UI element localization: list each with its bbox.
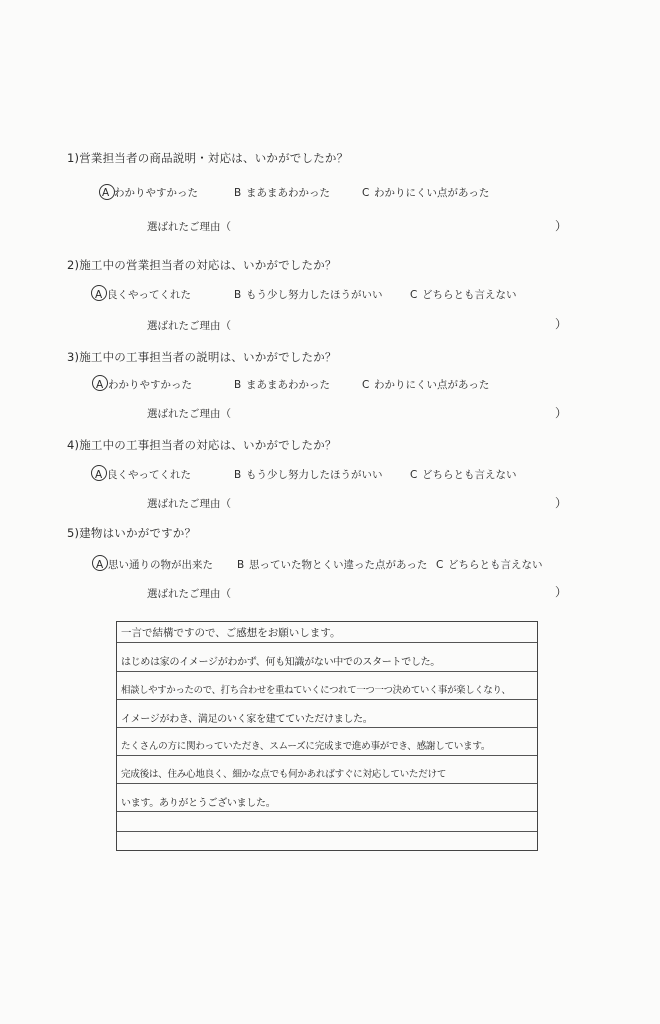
comment-line-1: はじめは家のイメージがわかず、何も知識がない中でのスタートでした。 bbox=[121, 657, 440, 668]
question-3-title: 3)施工中の工事担当者の説明は、いかがでしたか？ bbox=[67, 350, 337, 364]
comment-rule bbox=[117, 671, 537, 672]
question-4-reason-label: 選ばれたご理由（ bbox=[147, 498, 231, 510]
question-1-option-b: B まあまあわかった bbox=[234, 187, 330, 199]
question-5-option-c: C どちらとも言えない bbox=[436, 559, 543, 571]
question-3-reason-close: ） bbox=[555, 406, 568, 420]
comment-line-4: たくさんの方に関わっていただき、スムーズに完成まで進め事ができ、感謝しています。 bbox=[121, 741, 491, 752]
question-2-reason-label: 選ばれたご理由（ bbox=[147, 320, 231, 332]
question-2-option-c: C どちらとも言えない bbox=[410, 289, 517, 301]
question-2-option-a: A 良くやってくれた bbox=[95, 289, 191, 301]
comment-line-2: 相談しやすかったので、打ち合わせを重ねていくにつれて一つ一つ決めていく事が楽しくなり、 bbox=[121, 685, 511, 696]
question-4-option-a: A 良くやってくれた bbox=[95, 469, 191, 481]
question-4-title: 4)施工中の工事担当者の対応は、いかがでしたか？ bbox=[67, 438, 337, 452]
question-5-title: 5)建物はいかがですか？ bbox=[67, 526, 197, 540]
comment-rule bbox=[117, 811, 537, 812]
question-1-reason-label: 選ばれたご理由（ bbox=[147, 221, 231, 233]
comment-box bbox=[116, 621, 538, 851]
question-3-reason-label: 選ばれたご理由（ bbox=[147, 408, 231, 420]
question-3-option-c: C わかりにくい点があった bbox=[362, 379, 490, 391]
question-2-reason-close: ） bbox=[555, 317, 568, 331]
question-4-option-b: B もう少し努力したほうがいい bbox=[234, 469, 383, 481]
question-1-option-a: A わかりやすかった bbox=[102, 187, 198, 199]
comment-rule bbox=[117, 755, 537, 756]
question-5-option-a: A 思い通りの物が出来た bbox=[96, 559, 213, 571]
question-2-option-b: B もう少し努力したほうがいい bbox=[234, 289, 383, 301]
question-5-reason-label: 選ばれたご理由（ bbox=[147, 588, 231, 600]
question-1-option-c: C わかりにくい点があった bbox=[362, 187, 490, 199]
comment-line-3: イメージがわき、満足のいく家を建てていただけました。 bbox=[121, 714, 373, 725]
comment-rule bbox=[117, 642, 537, 643]
comment-line-6: います。ありがとうございました。 bbox=[121, 798, 276, 809]
question-1-reason-close: ） bbox=[555, 219, 568, 233]
question-4-option-c: C どちらとも言えない bbox=[410, 469, 517, 481]
question-2-title: 2)施工中の営業担当者の対応は、いかがでしたか？ bbox=[67, 258, 337, 272]
question-3-option-b: B まあまあわかった bbox=[234, 379, 330, 391]
comment-rule bbox=[117, 831, 537, 832]
question-4-reason-close: ） bbox=[555, 496, 568, 510]
question-5-option-b: B 思っていた物とくい違った点があった bbox=[237, 559, 428, 571]
question-3-option-a: A わかりやすかった bbox=[96, 379, 192, 391]
comment-line-5: 完成後は、住み心地良く、細かな点でも何かあればすぐに対応していただけて bbox=[121, 769, 447, 780]
question-5-reason-close: ） bbox=[555, 585, 568, 599]
comment-rule bbox=[117, 783, 537, 784]
question-1-title: 1)営業担当者の商品説明・対応は、いかがでしたか？ bbox=[67, 151, 349, 165]
comment-rule bbox=[117, 727, 537, 728]
comment-rule bbox=[117, 699, 537, 700]
comment-prompt: 一言で結構ですので、ご感想をお願いします。 bbox=[121, 627, 341, 639]
